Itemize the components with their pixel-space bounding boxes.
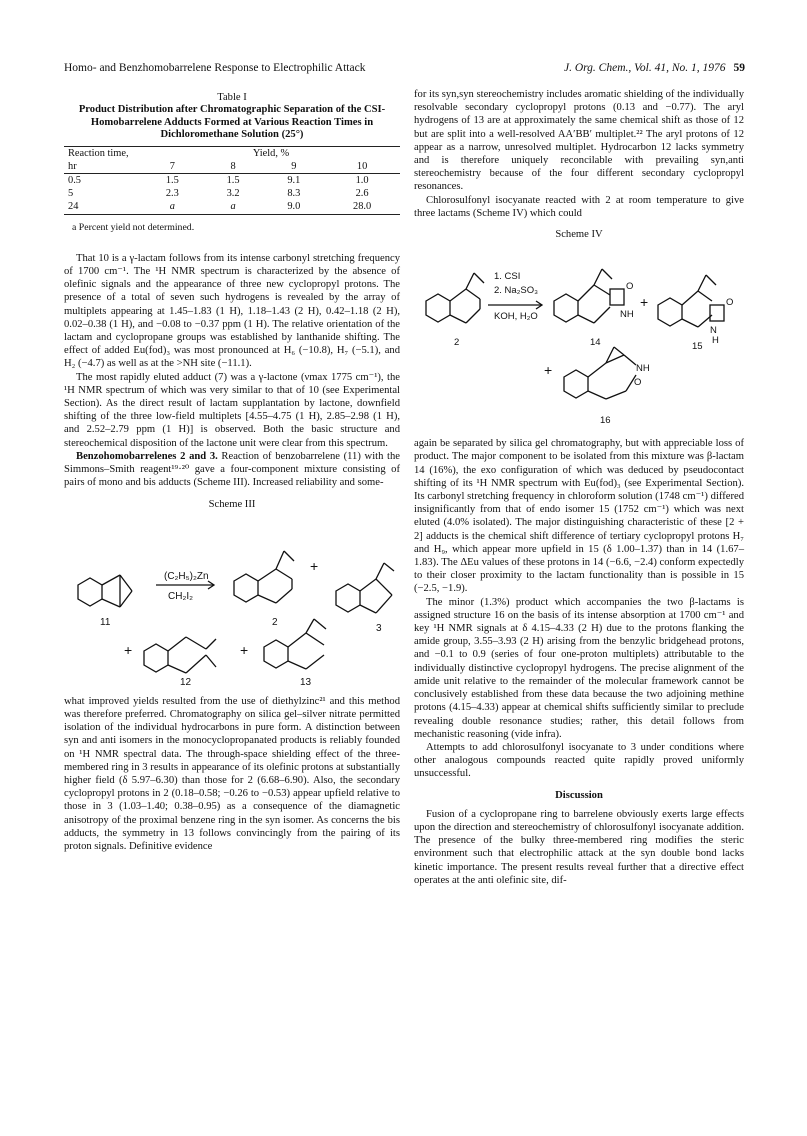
table-row [64, 174, 400, 188]
table-cell: 2.3 [165, 188, 179, 200]
h-atom: H [712, 335, 719, 347]
running-head-title: Homo- and Benzhomobarrelene Response to Electrophilic Attack [64, 62, 366, 74]
table-header-row [64, 146, 400, 160]
table-cell: 5 [68, 188, 74, 200]
table-cell: 9.1 [287, 175, 301, 187]
compound-label-11: 11 [100, 616, 111, 628]
scheme-3-reagent-1: (C₂H₅)₂Zn [164, 570, 209, 582]
table-cell: 2.6 [355, 188, 369, 200]
left-column [64, 88, 400, 853]
table-cell: 9.0 [287, 201, 301, 213]
plus-sign: + [240, 641, 249, 658]
section-subheading: Benzohomobarrelenes 2 and 3. [76, 450, 218, 462]
nh-group: N [710, 325, 717, 337]
table-cell: 24 [68, 201, 79, 213]
yield-table [64, 146, 400, 215]
table-1-title [64, 92, 400, 142]
molecule-15-structure [658, 275, 724, 327]
paragraph [64, 450, 400, 490]
carbonyl-o: O [726, 297, 734, 309]
table-cell: 1.5 [226, 175, 240, 187]
scheme-4-reagent-1: 1. CSI [494, 271, 521, 283]
table-1-caption: Product Distribution after Chromatographic Separation of the CSI- Homobarrelene Adducts Formed at Various Reaction Times in Dichloromethane Solution (25°) [78, 104, 386, 141]
paragraph: for its syn,syn stereochemistry includes aromatic shielding of the individually resolvable secondary cyclopropyl protons (0.13 and −0.77). The aryl hydrogens of 13 are at approximately the same chemical shift as those of 12 but are split into a well-resolved AA′BB′ multiplet.²² The aryl protons of 12 appear as a narrow, unresolved multiplet. Hydrocarbon 12 lacks symmetry and is therefore uniquely reconcilable with prevailing syn,anti stereochemistry because of the four different secondary cyclopropyl resonances. [414, 89, 744, 193]
col-7: 7 [169, 160, 175, 172]
paragraph: Attempts to add chlorosulfonyl isocyanate to 3 under conditions where other analogous compounds reacted quite rapidly proved uniformly unsuccessful. [414, 741, 744, 780]
table-cell: 1.5 [165, 175, 179, 187]
scheme-4-diagram [414, 245, 744, 431]
molecule-2-structure [234, 551, 294, 603]
compound-label-2: 2 [272, 616, 278, 628]
table-cell: 3.2 [226, 188, 240, 200]
table-cell: 8.3 [287, 188, 301, 200]
plus-sign: + [544, 362, 553, 379]
table-cell: 1.0 [355, 175, 369, 187]
table-footnote: a Percent yield not determined. [72, 221, 195, 233]
table-cell: a [230, 201, 236, 213]
scheme-4-reagent-3: KOH, H₂O [494, 311, 538, 323]
plus-sign: + [124, 641, 133, 658]
paragraph: again be separated by silica gel chromatography, but with appreciable loss of product. The major component to be isolated from this mixture was β-lactam 14 (16%), the exo configuration of which was deduced by pseudocontact shifting of its ¹H NMR spectrum with Eu(fod)₃ (see Experimental Section). Its carbonyl stretching frequency in chloroform solution (1748 cm⁻¹) differed insignificantly from that of endo isomer 15 (1752 cm⁻¹) which was next eluted (4.0% isolated). The major distinguishing characteristic of these [2 + 2] adducts is the chemical shift difference of tertiary cyclopropyl protons H₇ and H₉, which appear more upfield in 15 (δ 1.00–1.37) than in 14 (1.67–1.83). The ΔEu values of these protons in 14 (−6.6, −2.4) conform expectedly to their closer proximity to the lactam functionality than is possible in 15 (−2.5, −1.9). [414, 438, 744, 595]
col-yield: Yield, % [252, 147, 290, 159]
molecule-14-structure [554, 269, 624, 323]
table-row [64, 200, 400, 214]
paragraph: what improved yields resulted from the use of diethylzinc²¹ and this method was therefore preferred. Chromatography on silica gel–silver nitrate permitted isolation of the individual hydrocarbons in pure form. A distinction between syn and anti isomers in the monocyclopropanated products is reliably founded on ¹H NMR spectral data. The through-space shielding effect of the three-membered ring in 3 results in appearance of its olefinic protons at substantially higher field (δ 5.97–6.30) than those for 2 (6.68–6.90). Also, the secondary cyclopropyl protons in 2 (0.18–0.58; −0.26 to −0.53) appear upfield relative to those in 3 (1.03–1.40; 0.38–0.95) as a consequence of the diamagnetic anisotropy of the proximal benzene ring in the syn isomer. As concerns the bis adducts, the symmetry in 13 follows convincingly from the pairing of its proton signals. Definitive evidence [64, 695, 400, 852]
molecule-2-structure [426, 273, 484, 323]
molecule-12-structure [144, 637, 216, 673]
molecule-3-structure [336, 563, 394, 613]
compound-label-13: 13 [300, 676, 312, 687]
table-cell: a [169, 201, 175, 213]
paragraph: The minor (1.3%) product which accompanies the two β-lactams is assigned structure 16 on the basis of its intense absorption at 1700 cm⁻¹ and key ¹H NMR signals at δ 4.15–4.33 (2 H) due to the protons flanking the amide group, 3.55–3.93 (2 H) arising from the benzylic bridgehead protons, and −0.1 to 0.9 (series of four one-proton multiplets) attributable to the individually distinctive cyclopropyl hydrogens. The precise alignment of the amide unit relative to the remainder of the molecular framework cannot be conclusively established from these data because the two adjoining methine protons (4.15–4.33) appear at chemical shifts sufficiently similar to preclude revealing double resonance studies; rather, this detail follows from mechanistic reasoning (vide infra). [414, 596, 744, 740]
paragraph: That 10 is a γ-lactam follows from its intense carbonyl stretching frequency of 1700 cm⁻¹. The ¹H NMR spectrum is characterized by the absence of olefinic signals and the appearance of three new cyclopropyl protons. The presence of a total of seven such hydrogens is revealed by the array of multiplets appearing at 1.45–1.83 (1 H), 1.18–1.43 (2 H), 0.42–1.18 (2 H), 0.02–0.38 (1 H), and −0.08 to −0.37 ppm (1 H). The relative orientation of the lactam and cyclopropane groups was established by lanthanide shifting. The effect of added Eu(fod)₃ was most pronounced at H₆ (−10.8), H₇ (−5.1), and H₂ (−4.7) as well as at the >NH site (−11.1). [64, 252, 400, 370]
col-9: 9 [291, 160, 297, 172]
paragraph: Fusion of a cyclopropane ring to barrelene obviously exerts large effects upon the direction and stereochemistry of chlorosulfonyl isocyanate addition. The presence of the bulky three-membered ring modifies the steric environment such that electrophilic attack at the syn double bond lacks kinetic importance. The present results reveal further that a directive effect operates at the anti olefinic site, dif- [414, 808, 744, 886]
col-reaction-time: Reaction time, hr [68, 147, 129, 172]
plus-sign: + [640, 294, 649, 311]
molecule-11-structure [78, 575, 132, 607]
molecule-16-structure [564, 347, 636, 399]
journal-citation [564, 62, 745, 74]
scheme-3-title: Scheme III [208, 498, 256, 510]
right-column [414, 88, 744, 887]
compound-label-14: 14 [590, 337, 601, 349]
nh-group: NH [636, 363, 650, 375]
page-number: 59 [733, 62, 745, 74]
section-heading-discussion: Discussion [555, 789, 603, 801]
table-cell: 28.0 [353, 201, 372, 213]
journal-name: J. Org. Chem., Vol. 41, No. 1, 1976 [563, 62, 726, 74]
col-8: 8 [230, 160, 236, 172]
carbonyl-o: O [626, 281, 634, 293]
nh-group: NH [620, 309, 634, 321]
scheme-3-diagram [64, 515, 400, 687]
compound-label-2: 2 [454, 337, 460, 349]
table-row [64, 187, 400, 200]
table-cell: 0.5 [68, 175, 81, 187]
running-head [64, 62, 745, 74]
plus-sign: + [310, 557, 319, 574]
scheme-4-reagent-2: 2. Na₂SO₃ [494, 285, 538, 297]
paragraph-text: Reaction of benzobarrelene (11) with the Simmons–Smith reagent¹⁹·²⁰ gave a four-component mixture consisting of pairs of mono and bis adducts (Scheme III). Increased reliability and some- [64, 450, 400, 489]
compound-label-3: 3 [376, 622, 382, 634]
paragraph: The most rapidly eluted adduct (7) was a γ-lactone (νmax 1775 cm⁻¹), the ¹H NMR spectrum of which was very similar to that of 10 (see Experimental Section). As the direct result of lactam supplantation by lactone, downfield shifting of the three low-field multiplets [4.55–4.75 (1 H), 2.85–2.98 (1 H), and 2.52–2.79 ppm (1 H)] is observed. Both the basic structure and stereochemical disposition of the lactone unit were clear from this spectrum. [64, 371, 400, 449]
compound-label-12: 12 [180, 676, 192, 687]
scheme-3-reagent-2: CH₂I₂ [168, 590, 193, 602]
table-1-label: Table I [217, 92, 247, 103]
compound-label-16: 16 [600, 415, 611, 427]
carbonyl-o: O [634, 377, 642, 389]
compound-label-15: 15 [692, 341, 703, 353]
col-10: 10 [356, 160, 368, 172]
paragraph: Chlorosulfonyl isocyanate reacted with 2 at room temperature to give three lactams (Scheme IV) which could [414, 194, 744, 219]
scheme-4-title: Scheme IV [555, 229, 603, 241]
